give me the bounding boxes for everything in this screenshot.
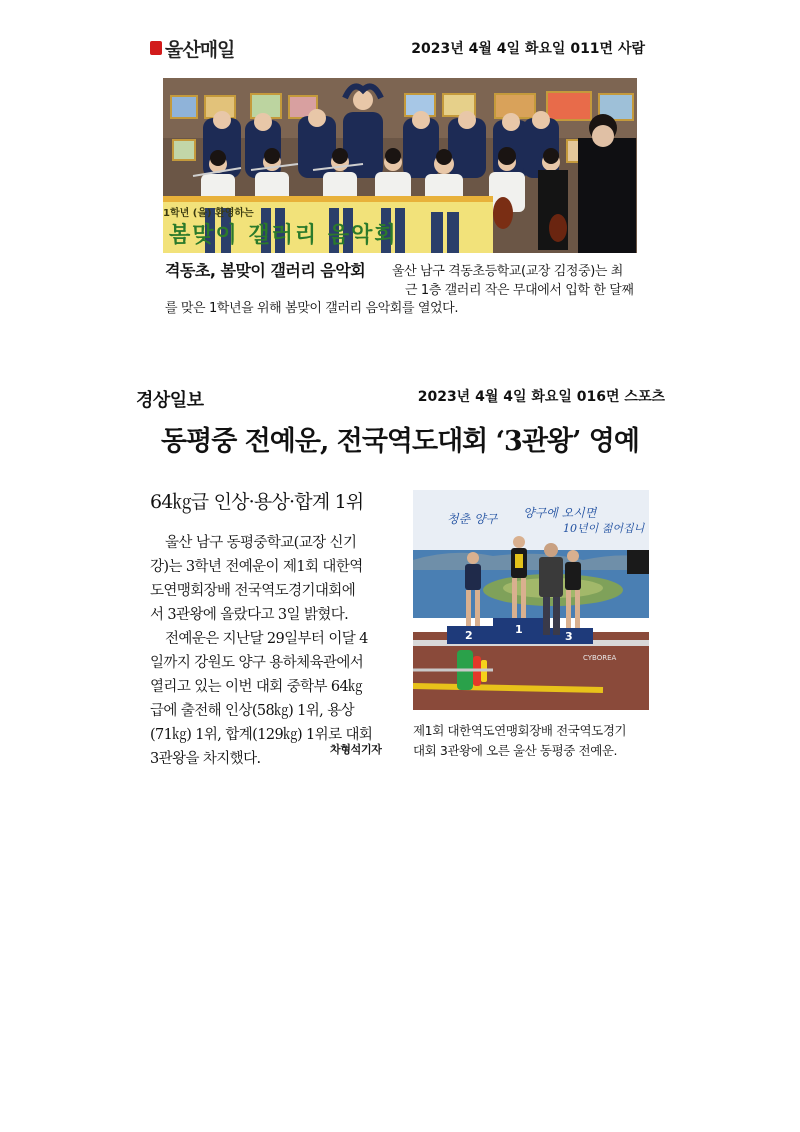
article-line: 일까지 강원도 양구 용하체육관에서: [150, 655, 364, 671]
article-line: 강)는 3학년 전예운이 제1회 대한역: [150, 559, 363, 575]
byline: 차형석기자: [330, 743, 382, 756]
article-line: 도연맹회장배 전국역도경기대회에: [150, 583, 356, 599]
photo-caption-line: 제1회 대한역도연맹회장배 전국역도경기: [413, 723, 627, 738]
article-line: 서 3관왕에 올랐다고 3일 밝혔다.: [150, 607, 349, 623]
caption-title: 격동초, 봄맞이 갤러리 음악회: [165, 261, 366, 280]
caption-line: 근 1층 갤러리 작은 무대에서 입학 한 달째: [405, 283, 634, 298]
podium-number: 3: [565, 630, 573, 643]
article-line: 전예운은 지난달 29일부터 이달 4: [165, 631, 368, 647]
backdrop-handwriting: 청춘 양구: [447, 512, 498, 526]
subheadline: 64㎏급 인상·용상·합계 1위: [150, 491, 364, 513]
paper-name: 경상일보: [136, 390, 204, 411]
floor-text: CYBOREA: [583, 654, 617, 662]
paper-logo-ulsanmaeil: [150, 36, 234, 60]
weightlifting-podium-photo: [413, 490, 649, 710]
logo-mark-icon: [150, 41, 162, 55]
article-line: 3관왕을 차지했다.: [150, 751, 261, 767]
caption-line: 를 맞은 1학년을 위해 봄맞이 갤러리 음악회를 열었다.: [165, 301, 459, 316]
caption-line: 울산 남구 격동초등학교(교장 김정중)는 최: [392, 264, 623, 279]
article-line: 울산 남구 동평중학교(교장 신기: [165, 535, 357, 551]
podium-number: 2: [465, 629, 473, 642]
banner-prefix: 1학년 (을) 환영하는: [163, 208, 254, 219]
article-line: 급에 출전해 인상(58㎏) 1위, 용상: [150, 703, 355, 719]
podium-number: 1: [515, 623, 523, 636]
backdrop-handwriting: 10년이 젊어집니: [563, 522, 645, 535]
banner-text: 봄맞이 갤러리 음악회: [169, 223, 398, 248]
headline: 동평중 전예운, 전국역도대회 ‘3관왕’ 영예: [161, 426, 639, 457]
article-line: 열리고 있는 이번 대회 중학부 64㎏: [150, 679, 363, 695]
photo-caption-line: 대회 3관왕에 오른 울산 동평중 전예운.: [413, 743, 618, 758]
date-line: 2023년 4월 4일 화요일 011면 사람: [411, 41, 645, 57]
date-line: 2023년 4월 4일 화요일 016면 스포츠: [417, 389, 665, 405]
backdrop-handwriting: 양구에 오시면: [523, 506, 597, 520]
concert-photo: [163, 78, 637, 253]
paper-name: 울산매일: [165, 38, 235, 61]
article-line: (71㎏) 1위, 합계(129㎏) 1위로 대회: [150, 727, 373, 743]
